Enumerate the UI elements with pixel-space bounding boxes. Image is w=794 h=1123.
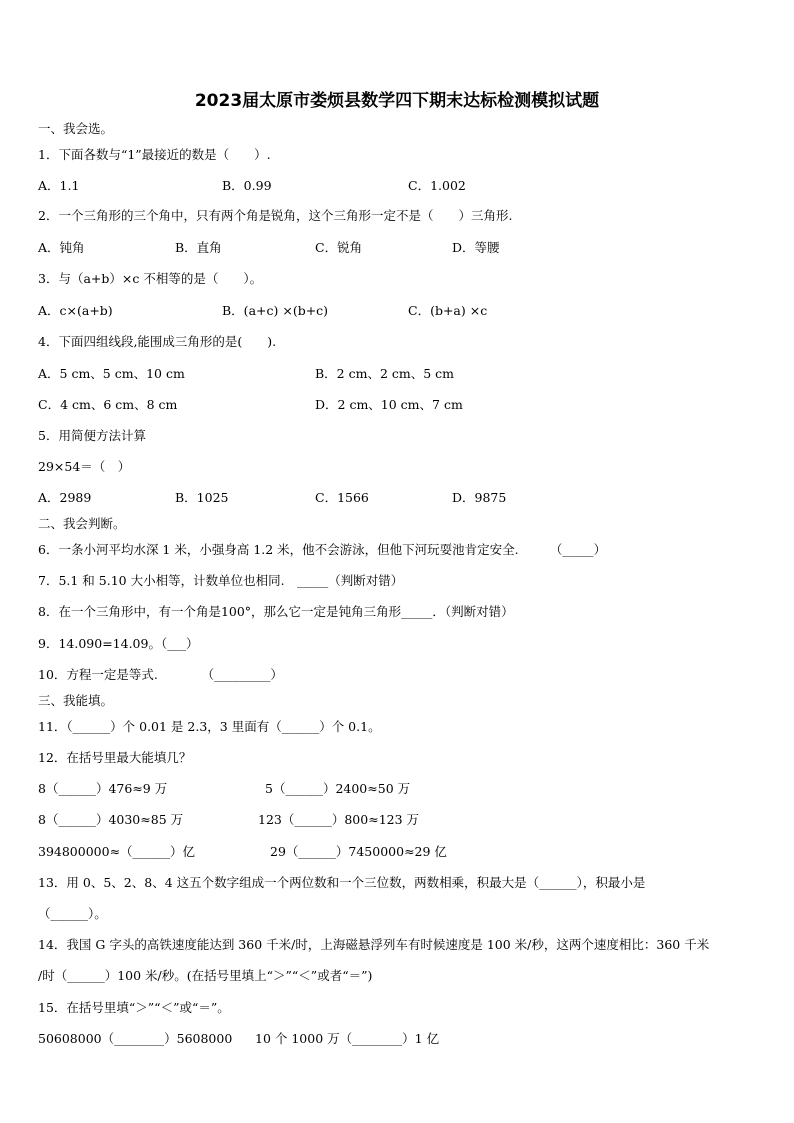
- section-heading-1: 一、我会选。: [38, 121, 114, 136]
- q2-option-a: A．钝角: [38, 240, 85, 255]
- page-title: 2023届太原市娄烦县数学四下期末达标检测模拟试题: [194, 91, 600, 111]
- question-14-line-2: /时（______）100 米/秒。(在括号里填上“＞”“＜”或者“＝”): [38, 968, 373, 983]
- q4-option-d: D．2 cm、10 cm、7 cm: [315, 397, 463, 412]
- question-14-line-1: 14．我国 G 字头的高铁速度能达到 360 千米/时，上海磁悬浮列车有时候速度是 100 米/秒，这两个速度相比：360 千米: [38, 937, 710, 952]
- question-6: 6．一条小河平均水深 1 米，小强身高 1.2 米，他不会游泳，但他下河玩耍池肯定安全. （_____）: [38, 542, 607, 557]
- q12-item-4: 123（______）800≈123 万: [258, 812, 420, 827]
- question-7: 7．5.1 和 5.10 大小相等，计数单位也相同. _____（判断对错）: [38, 573, 404, 588]
- q3-option-b: B．(a+c) ×(b+c): [222, 303, 329, 318]
- q4-option-a: A．5 cm、5 cm、10 cm: [38, 366, 185, 381]
- question-2-stem: 2．一个三角形的三个角中，只有两个角是锐角，这个三角形一定不是（ ）三角形.: [38, 208, 513, 223]
- question-9: 9．14.090=14.09。（___）: [38, 636, 199, 651]
- q2-option-b: B．直角: [175, 240, 222, 255]
- q3-option-a: A．c×(a+b): [38, 303, 113, 318]
- q5-expression: 29×54＝（ ）: [38, 459, 131, 474]
- q12-item-2: 5（______）2400≈50 万: [265, 781, 411, 796]
- q2-option-d: D．等腰: [452, 240, 500, 255]
- question-4-stem: 4．下面四组线段,能围成三角形的是( ).: [38, 334, 277, 349]
- question-13-line-1: 13．用 0、5、2、8、4 这五个数字组成一个两位数和一个三位数，两数相乘，积最大是（______），积最小是: [38, 875, 646, 890]
- q12-item-1: 8（______）476≈9 万: [38, 781, 168, 796]
- q4-option-c: C．4 cm、6 cm、8 cm: [38, 397, 178, 412]
- question-1-stem: 1．下面各数与“1”最接近的数是（ ）.: [38, 147, 271, 162]
- q5-option-c: C．1566: [315, 490, 369, 505]
- question-8: 8．在一个三角形中，有一个角是100°，那么它一定是钝角三角形_____．（判断对错）: [38, 604, 514, 619]
- q12-item-5: 394800000≈（______）亿: [38, 844, 196, 859]
- q5-option-b: B．1025: [175, 490, 229, 505]
- q5-option-a: A．2989: [38, 490, 92, 505]
- section-heading-3: 三、我能填。: [38, 693, 114, 708]
- question-12-stem: 12．在括号里最大能填几？: [38, 750, 192, 765]
- q1-option-c: C．1.002: [408, 178, 466, 193]
- q5-option-d: D．9875: [452, 490, 507, 505]
- q12-item-3: 8（______）4030≈85 万: [38, 812, 184, 827]
- question-3-stem: 3．与（a+b）×c 不相等的是（ ）。: [38, 271, 263, 286]
- q15-item-2: 10 个 1000 万（________）1 亿: [255, 1031, 440, 1046]
- q15-item-1: 50608000（________）5608000: [38, 1031, 233, 1046]
- question-15-stem: 15．在括号里填“＞”“＜”或“＝”。: [38, 1000, 230, 1015]
- q1-option-b: B．0.99: [222, 178, 272, 193]
- question-13-line-2: （______）。: [38, 906, 107, 921]
- section-heading-2: 二、我会判断。: [38, 516, 126, 531]
- question-11: 11．（______）个 0.01 是 2.3，3 里面有（______）个 0.1。: [38, 719, 381, 734]
- q1-option-a: A．1.1: [38, 178, 80, 193]
- question-5-stem: 5．用简便方法计算: [38, 428, 146, 443]
- q2-option-c: C．锐角: [315, 240, 363, 255]
- question-10: 10．方程一定是等式. （_________）: [38, 667, 283, 682]
- q4-option-b: B．2 cm、2 cm、5 cm: [315, 366, 455, 381]
- q12-item-6: 29（______）7450000≈29 亿: [270, 844, 447, 859]
- q3-option-c: C．(b+a) ×c: [408, 303, 488, 318]
